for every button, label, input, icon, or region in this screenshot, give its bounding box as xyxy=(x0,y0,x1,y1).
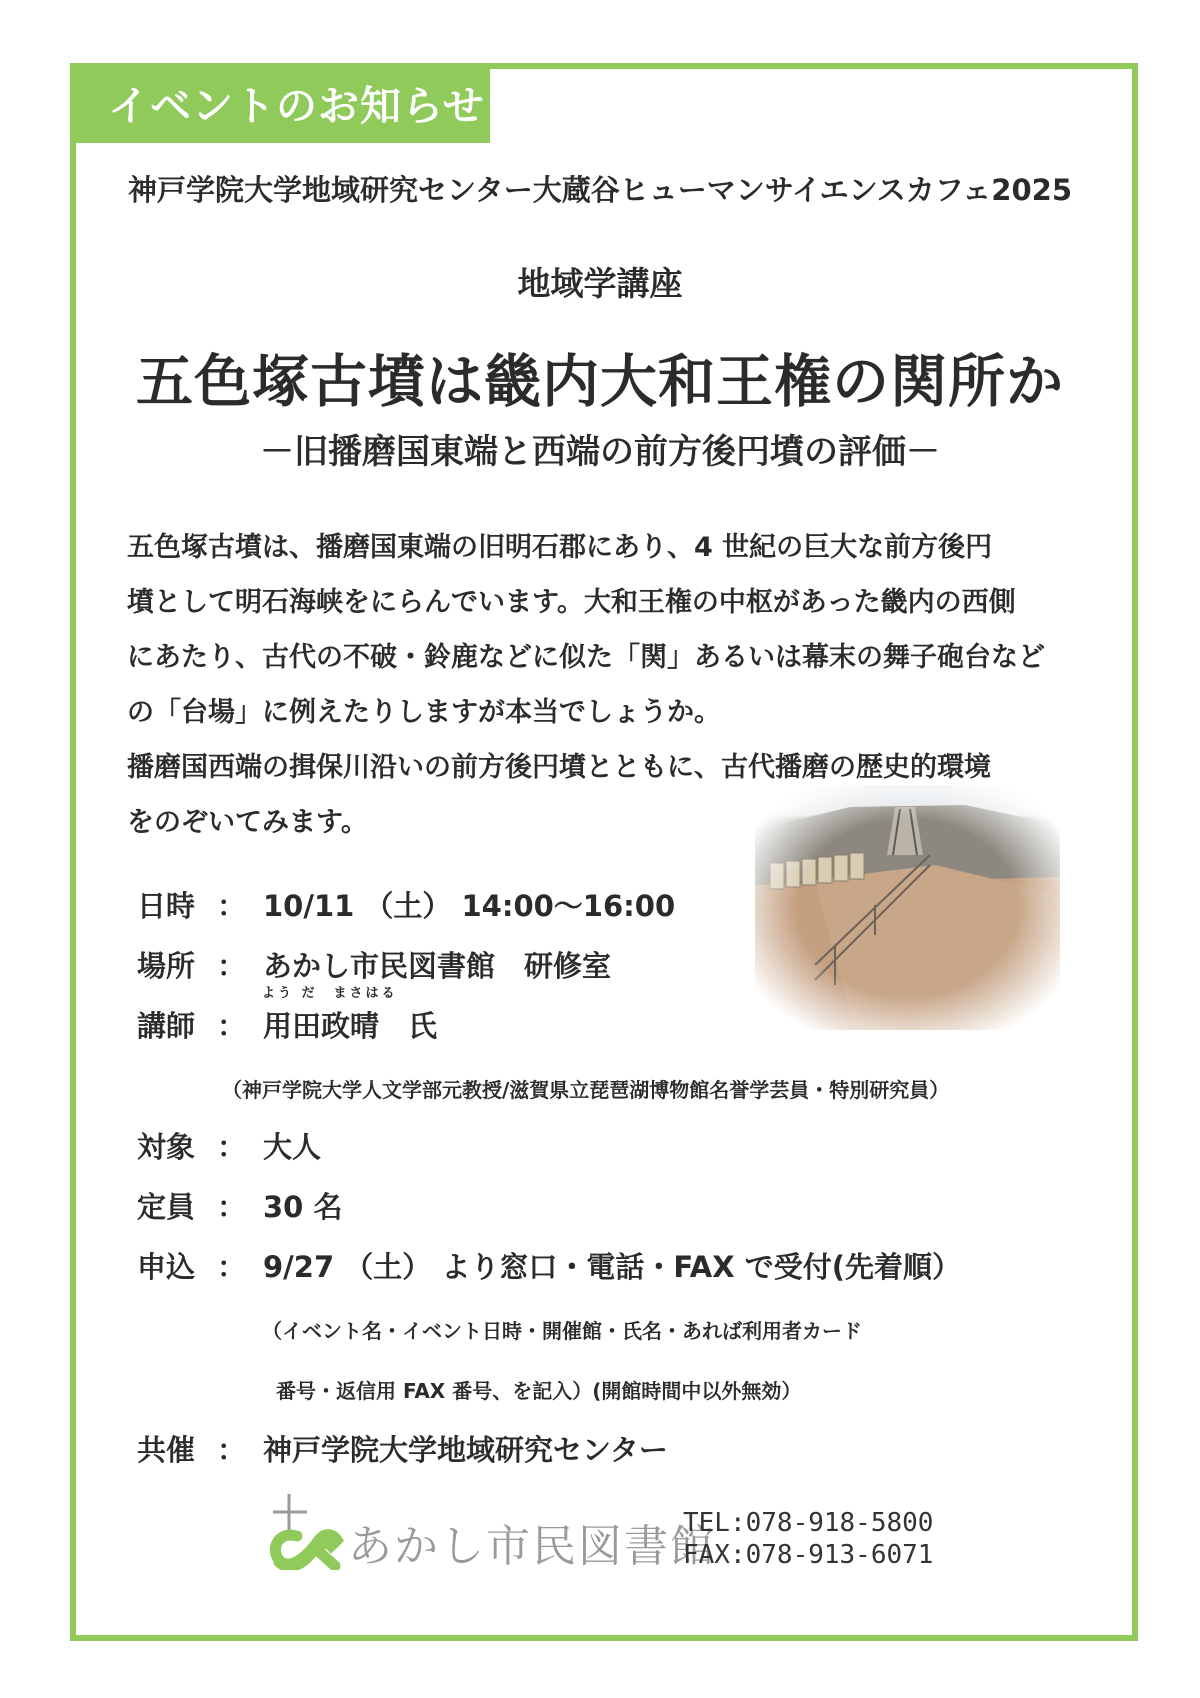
description-line: 墳として明石海峡をにらんでいます。大和王権の中枢があった畿内の西側 xyxy=(127,587,1016,618)
cohost-value: 神戸学院大学地域研究センター xyxy=(263,1433,668,1467)
target-value: 大人 xyxy=(263,1130,322,1164)
cohost-label: 共催 xyxy=(137,1433,196,1467)
info-application xyxy=(137,1245,961,1286)
capacity-value: 30 名 xyxy=(263,1190,343,1224)
info-datetime xyxy=(137,884,675,925)
burial-mound-illustration xyxy=(755,785,1060,1030)
application-value: 9/27 （土） より窓口・電話・FAX で受付(先着順） xyxy=(263,1250,961,1284)
lecture-title: 五色塚古墳は畿内大和王権の関所か xyxy=(136,348,1064,415)
colon: ： xyxy=(217,889,247,923)
info-cohost xyxy=(137,1428,668,1469)
colon: ： xyxy=(217,1130,247,1164)
application-note: （イベント名・イベント日時・開催館・氏名・あれば利用者カード xyxy=(262,1319,862,1343)
venue-value: あかし市民図書館 研修室 xyxy=(263,949,612,983)
venue-label: 場所 xyxy=(137,949,196,983)
application-label: 申込 xyxy=(137,1250,196,1284)
series-title: 神戸学院大学地域研究センター大蔵谷ヒューマンサイエンスカフェ2025 xyxy=(127,173,1073,207)
description-line: にあたり、古代の不破・鈴鹿などに似た「関」あるいは幕末の舞子砲台など xyxy=(127,642,1045,673)
colon: ： xyxy=(217,949,247,983)
target-label: 対象 xyxy=(137,1130,196,1164)
info-capacity xyxy=(137,1185,342,1226)
info-venue xyxy=(137,944,611,985)
colon: ： xyxy=(217,1190,247,1224)
datetime-value: 10/11 （土） 14:00～16:00 xyxy=(263,889,676,923)
capacity-label: 定員 xyxy=(137,1190,196,1224)
info-target xyxy=(137,1125,321,1166)
course-name: 地域学講座 xyxy=(517,264,683,303)
colon: ： xyxy=(217,1009,247,1043)
lecturer-ruby: よう だ まさはる xyxy=(262,986,398,1001)
application-note: 番号・返信用 FAX 番号、を記入）(開館時間中以外無効） xyxy=(276,1379,802,1403)
lecturer-note: （神戸学院大学人文学部元教授/滋賀県立琵琶湖博物館名誉学芸員・特別研究員） xyxy=(222,1078,950,1102)
description-line: の「台場」に例えたりしますが本当でしょうか。 xyxy=(127,697,721,728)
event-notice-tab: イベントのお知らせ xyxy=(76,69,490,143)
description-line: 五色塚古墳は、播磨国東端の旧明石郡にあり、4 世紀の巨大な前方後円 xyxy=(127,532,993,563)
colon: ： xyxy=(217,1433,247,1467)
colon: ： xyxy=(217,1250,247,1284)
lecturer-value: 用田政晴 氏 xyxy=(263,1009,438,1043)
lecture-subtitle: －旧播磨国東端と西端の前方後円墳の評価－ xyxy=(260,432,940,472)
kofun-photo xyxy=(755,785,1060,1030)
datetime-label: 日時 xyxy=(137,889,196,923)
description-line: をのぞいてみます。 xyxy=(127,807,368,838)
fax-number: FAX:078-913-6071 xyxy=(683,1540,934,1570)
library-name: あかし市民図書館 xyxy=(348,1521,716,1572)
info-lecturer xyxy=(137,1004,437,1045)
tel-number: TEL:078-918-5800 xyxy=(683,1508,934,1538)
description-line: 播磨国西端の揖保川沿いの前方後円墳とともに、古代播磨の歴史的環境 xyxy=(127,752,991,783)
lecturer-label: 講師 xyxy=(137,1009,196,1043)
